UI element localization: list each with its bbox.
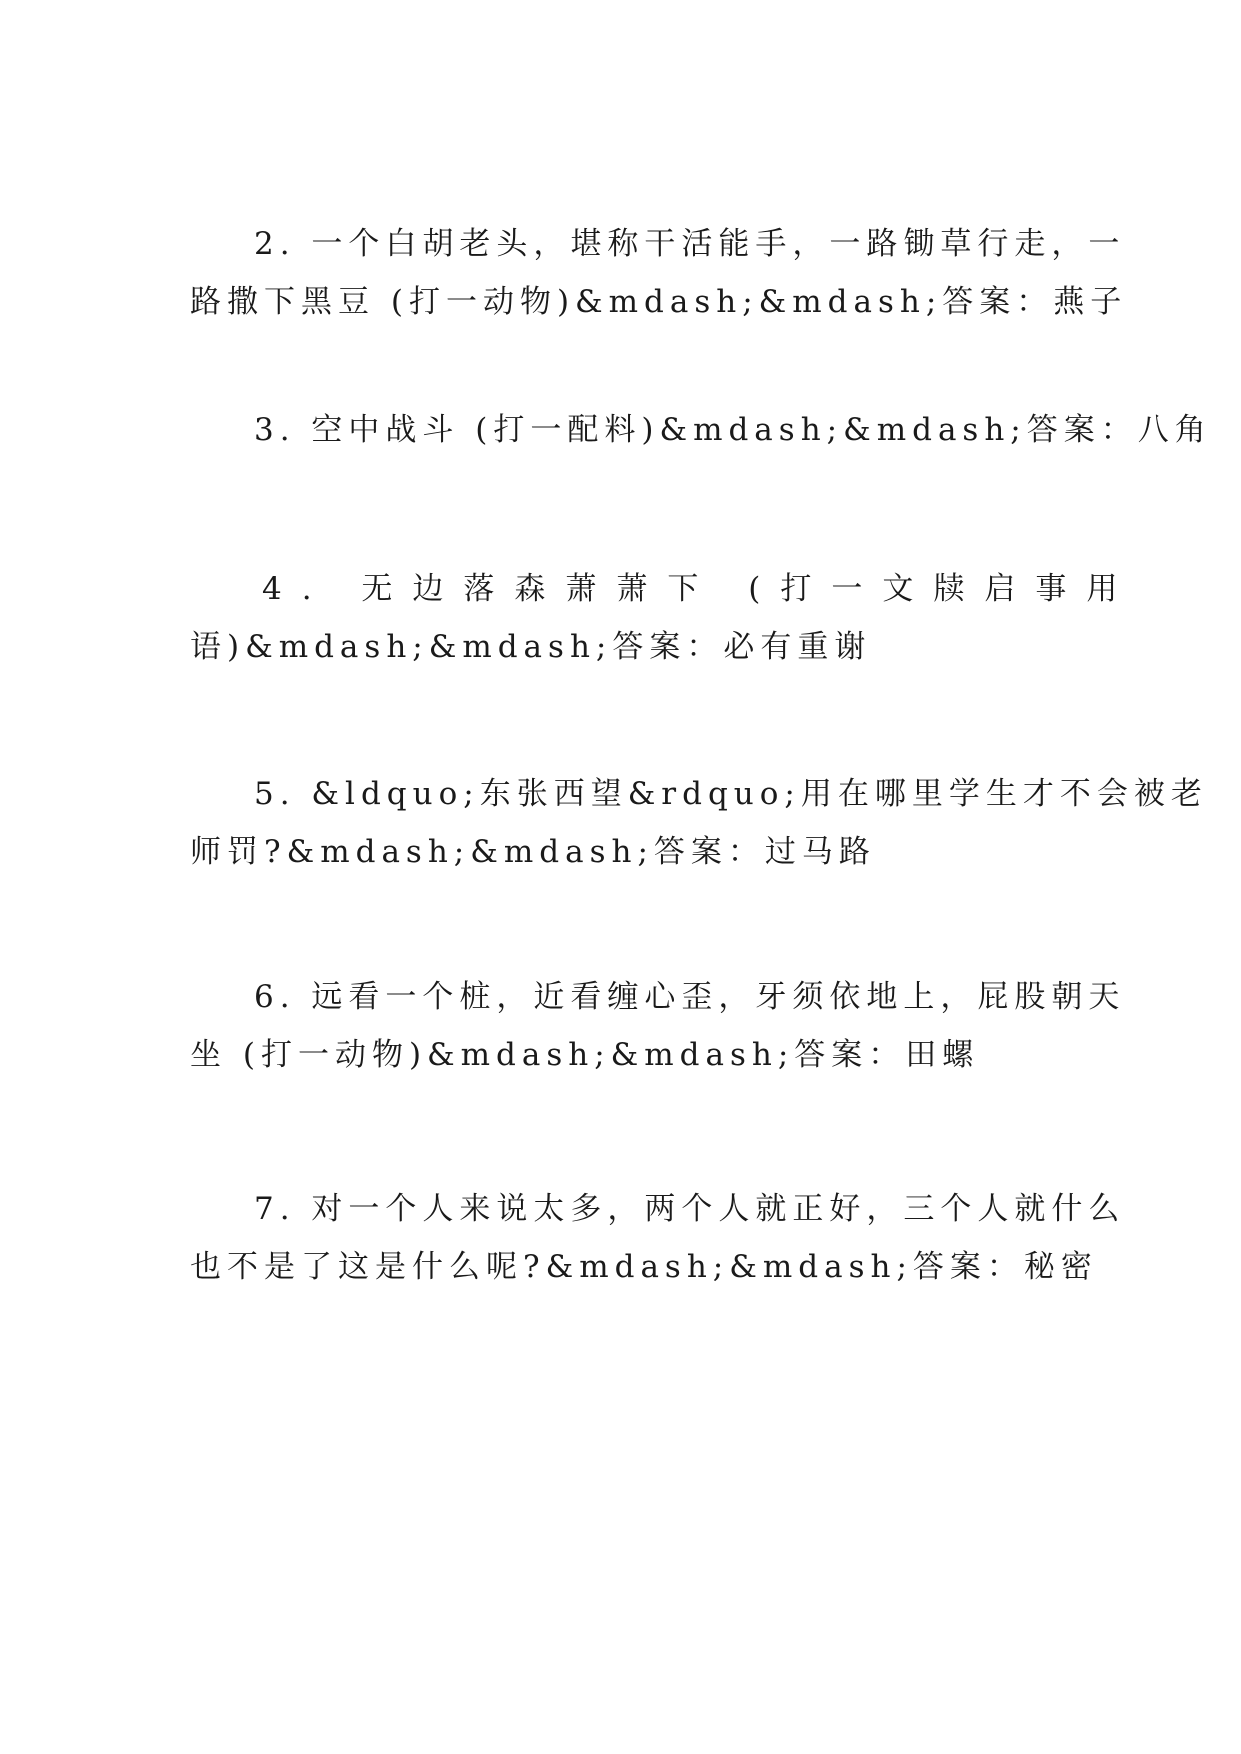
riddle-5: [190, 765, 1208, 881]
riddle-6: [190, 968, 1126, 1084]
riddle-2-line-2: 路撒下黑豆 (打一动物)&mdash;&mdash;答案：燕子: [190, 284, 1128, 320]
riddle-7-line-1: 7. 对一个人来说太多，两个人就正好，三个人就什么: [254, 1191, 1126, 1227]
riddle-4-line-2: 语)&mdash;&mdash;答案：必有重谢: [190, 629, 872, 665]
riddle-6-line-1: 6. 远看一个桩，近看缠心歪，牙须依地上，屁股朝天: [254, 979, 1126, 1015]
riddle-7: [190, 1180, 1126, 1296]
riddle-7-line-2: 也不是了这是什么呢?&mdash;&mdash;答案：秘密: [190, 1249, 1098, 1285]
riddle-2: [190, 215, 1128, 331]
riddle-3-line-1: 3. 空中战斗 (打一配料)&mdash;&mdash;答案：八角: [254, 412, 1212, 448]
riddle-4: [190, 560, 1138, 676]
riddle-4-line-1: 4. 无边落森萧萧下 (打一文牍启事用: [262, 571, 1138, 607]
riddle-6-line-2: 坐 (打一动物)&mdash;&mdash;答案：田螺: [190, 1037, 980, 1073]
riddle-3: [190, 401, 1212, 459]
riddle-5-line-2: 师罚?&mdash;&mdash;答案：过马路: [190, 834, 876, 870]
riddle-5-line-1: 5. &ldquo;东张西望&rdquo;用在哪里学生才不会被老: [254, 776, 1208, 812]
riddle-2-line-1: 2. 一个白胡老头，堪称干活能手，一路锄草行走，一: [254, 226, 1126, 262]
